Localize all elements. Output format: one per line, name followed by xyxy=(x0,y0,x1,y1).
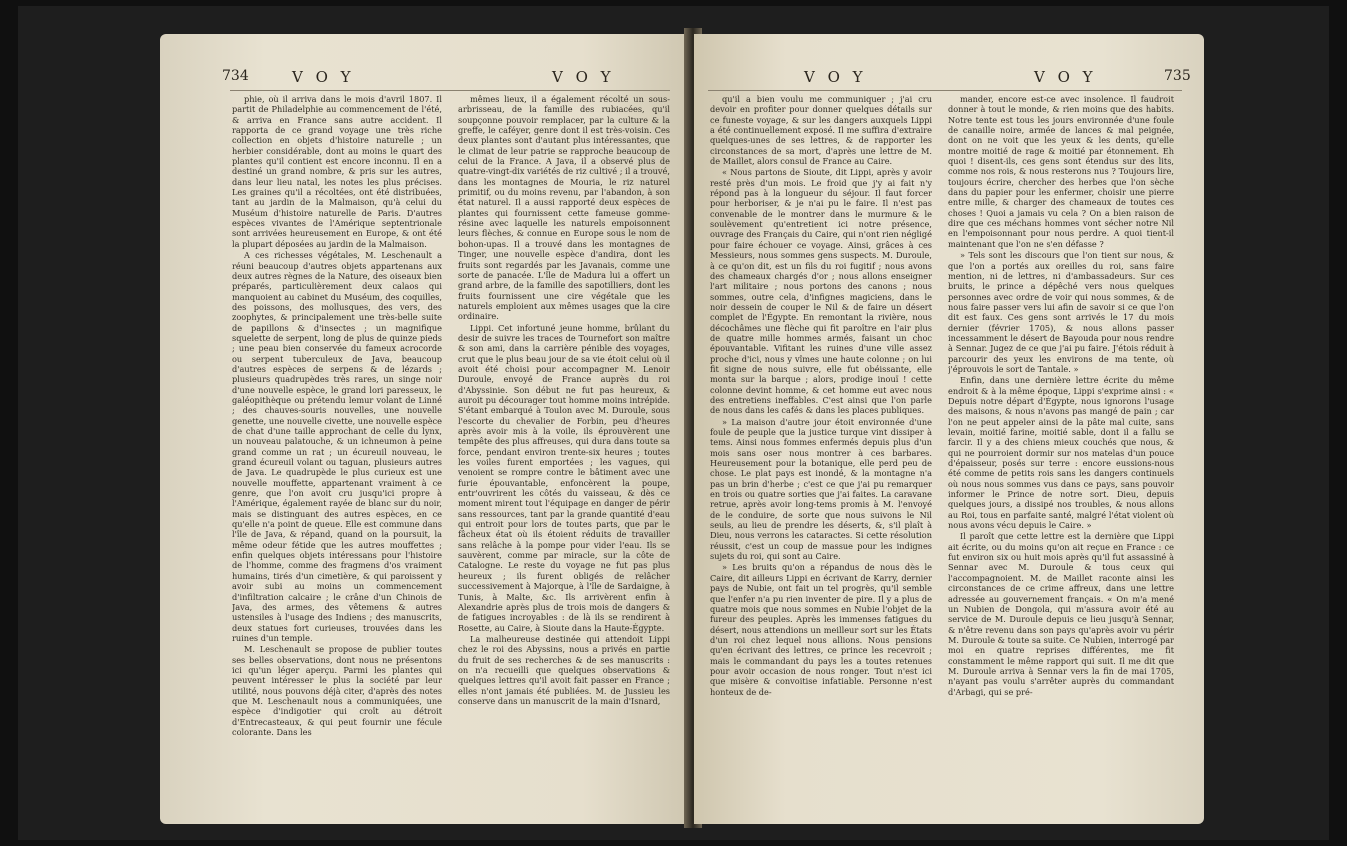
right-page xyxy=(694,34,1204,824)
right-page-number: 735 xyxy=(1164,68,1191,84)
right-column-1 xyxy=(710,94,932,809)
right-running-head-1: V O Y xyxy=(804,68,867,86)
paragraph: mander, encore est-ce avec insolence. Il faudroit donner à tout le monde, & rien moins que des habits. Notre tente est tous les jours environnée d'une foule de canaille noire, armée de lances & mal peignée, dont on ne voit que les yeux & les dents, qu'elle montre moitié de rage & moitié par étonnement. Eh quoi ! disent-ils, ces gens sont étendus sur des lits, comme nos rois, & nous resterons nus ? Toujours lire, toujours écrire, chercher des herbes que l'on sèche dans du papier pour les enfermer, choisir une pierre entre mille, & charger des chameaux de toutes ces choses ! Quoi a jamais vu cela ? On a bien raison de dire que ces méchans hommes vont sécher notre Nil en l'empoisonnant pour nous perdre. A quoi tient-il maintenant que l'on ne s'en défasse ? xyxy=(948,94,1174,249)
paragraph: Il paroît que cette lettre est la dernière que Lippi ait écrite, ou du moins qu'on ait reçue en France : ce fut environ six ou huit mois après qu'il fut assassiné à Sennar avec M. Duroule & tous ceux qui l'accompagnoient. M. de Maillet raconte ainsi les circonstances de ce crime affreux, dans une lettre adressée au gouvernement français. « On m'a mené un Nubien de Dongola, qui m'assura avoir été au service de M. Duroule depuis ce lieu jusqu'à Sennar, & n'être revenu dans son pays qu'après avoir vu périr M. Duroule & toute sa suite. Ce Nubien, interrogé par moi en quatre reprises différentes, me fit constamment le même rapport qui suit. Il me dit que M. Duroule arriva à Sennar vers la fin de mai 1705, n'ayant pas voulu s'arrêter auprès du commandant d'Arbagi, qui se pré- xyxy=(948,531,1174,697)
right-column-2 xyxy=(948,94,1174,809)
left-page xyxy=(160,34,688,824)
left-page-number: 734 xyxy=(222,68,249,84)
paragraph: « Nous partons de Sioute, dit Lippi, après y avoir resté près d'un mois. Le froid que j'y ai fait n'y répond pas à la longueur du séjour. Il faut forcer pour herboriser, & je n'ai pu le faire. Il n'est pas convenable de le montrer dans le murmure & le soulèvement qu'entretient ici notre présence, ouvrage des Français du Caire, qui n'ont rien négligé pour faire échouer ce voyage. Ainsi, grâces à ces Messieurs, nous sommes gens suspects. M. Duroule, à ce qu'on dit, est un fils du roi fugitif ; nous avons des chameaux chargés d'or ; nous allons enseigner l'art militaire ; nous portons des canons ; nous sommes, outre cela, d'infignes magiciens, dans le noir dessein de couper le Nil & de faire un désert complet de l'Égypte. En remontant la rivière, nous décochâmes une flèche qui fit paroître en l'air plus de quatre mille hommes armés, faisant un choc épouvantable. Vifitant les ruines d'une ville assez proche d'ici, nous y vîmes une haute colonne ; on lui fit signe de nous suivre, elle fut obéissante, elle monta sur la barque ; alors, prodige inouï ! cette colonne devint homme, & cet homme eut avec nous des entretiens ineffables. C'est ainsi que l'on parle de nous dans les cafés & dans les places publiques. xyxy=(710,167,932,416)
left-running-head-2: V O Y xyxy=(552,68,615,86)
paragraph: A ces richesses végétales, M. Leschenault a réuni beaucoup d'autres objets appartenans aux deux autres règnes de la Nature, des oiseaux bien préparés, particulièrement deux calaos qui manquoient au cabinet du Muséum, des coquilles, des poissons, des mollusques, des vers, des zoophytes, & principalement une très-belle suite de papillons & d'insectes ; un magnifique squelette de serpent, long de plus de quinze pieds ; une peau bien conservée du fameux acrocorde ou serpent tuberculeux de Java, beaucoup d'autres espèces de serpens & de lézards ; plusieurs quadrupèdes très rares, un singe noir d'une nouvelle espèce, le grand lori paresseux, le galéopithèque ou prétendu lemur volant de Linné ; des chauves-souris nouvelles, une nouvelle genette, une nouvelle civette, une nouvelle espèce de chat d'une taille approchant de celle du lynx, un nouveau palatouche, & un ichneumon à peine grand comme un rat ; un écureuil nouveau, le grand écureuil volant ou taguan, plusieurs autres de Java. Le quadrupède le plus curieux est une nouvelle mouffette, appartenant vraiment à ce genre, que l'on avoit cru jusqu'ici propre à l'Amérique, également rayée de blanc sur du noir, mais se distinguant des autres espèces, en ce qu'elle n'a point de queue. Elle est commune dans l'île de Java, & répand, quand on la poursuit, la même odeur fétide que les autres mouffettes ; enfin quelques objets intéressans pour l'histoire de l'homme, comme des fragmens d'os vraiment humains, tirés d'un cimetière, & qui paroissent y avoir subi au moins un commencement d'infiltration calcaire ; le crâne d'un Chinois de Java, des armes, des vêtemens & autres ustensiles à l'usage des Indiens ; des manuscrits, deux statues fort curieuses, trouvées dans les ruines d'un temple. xyxy=(232,250,442,643)
paragraph: La malheureuse destinée qui attendoit Lippi chez le roi des Abyssins, nous a privés en partie du fruit de ses recherches & de ses manuscrits : on n'a recueilli que quelques observations & quelques lettres qu'il avoit fait passer en France ; elles n'ont jamais été publiées. M. de Jussieu les conserve dans un manuscrit de la main d'Isnard, xyxy=(458,633,670,706)
paragraph: qu'il a bien voulu me communiquer ; j'ai cru devoir en profiter pour donner quelques détails sur ce funeste voyage, & sur les dangers auxquels Lippi a été continuellement exposé. Il me suffira d'extraire quelques-unes de ses lettres, & de rapporter les circonstances de sa mort, d'après une lettre de M. de Maillet, alors consul de France au Caire. xyxy=(710,94,932,167)
right-header-rule xyxy=(708,90,1182,91)
paragraph: mêmes lieux, il a également récolté un sous-arbrisseau, de la famille des rubiacées, qu'il soupçonne pouvoir remplacer, par la culture & la greffe, le caféyer, genre dont il est très-voisin. Ces deux plantes sont d'autant plus intéressantes, que le climat de leur patrie se rapproche beaucoup de celui de la France. A Java, il a observé plus de quatre-vingt-dix variétés de riz cultivé ; il a trouvé, dans les montagnes de Mouria, le riz naturel primitif, ou du moins revenu, par l'abandon, à son état naturel. Il a aussi rapporté deux espèces de plantes qui fournissent cette fameuse gomme-résine avec laquelle les naturels empoisonnent leurs flèches, & connue en Europe sous le nom de bohon-upas. Il a trouvé dans les montagnes de Tinger, une nouvelle espèce d'andira, dont les fruits sont regardés par les Javanais, comme une sorte de panacée. L'île de Madura lui a offert un grand arbre, de la famille des sapotilliers, dont les fruits fournissent une cire végétale que les naturels emploient aux mêmes usages que la cire ordinaire. xyxy=(458,94,670,322)
paragraph: M. Leschenault se propose de publier toutes ses belles observations, dont nous ne présentons ici qu'un léger aperçu. Parmi les plantes qui peuvent intéresser le plus la société par leur utilité, nous pouvons déjà citer, d'après des notes que M. Leschenault nous a communiquées, une espèce d'indigotier qui croît au détroit d'Entrecasteaux, & qui peut fournir une fécule colorante. Dans les xyxy=(232,644,442,737)
left-header-rule xyxy=(230,90,670,91)
paragraph: Enfin, dans une dernière lettre écrite du même endroit & à la même époque, Lippi s'exprime ainsi : « Depuis notre départ d'Égypte, nous ignorons l'usage des maisons, & nous n'avons pas mangé de pain ; car l'on ne peut appeler ainsi de la pâte mal cuite, sans levain, moitié farine, moitié sable, dont il a fallu se farcir. Il y a des chiens mieux couchés que nous, & qui ne pourroient dormir sur nos matelas d'un pouce d'épaisseur, posés sur terre : encore eussions-nous été comme de petits rois sans les dangers continuels où nous nous sommes vus dans ce pays, sans pouvoir informer le Prince de notre sort. Dieu, depuis quelques jours, a dissipé nos troubles, & nous allons au Roi, tous en parfaite santé, malgré l'état violent où nous avons vécu depuis le Caire. » xyxy=(948,375,1174,531)
left-running-head-1: V O Y xyxy=(292,68,355,86)
right-running-head-2: V O Y xyxy=(1034,68,1097,86)
paragraph: » Tels sont les discours que l'on tient sur nous, & que l'on a portés aux oreilles du roi, sans faire mention, ni de lettres, ni d'ambassadeurs. Sur ces bruits, le prince a dépêché vers nous quelques personnes avec ordre de voir qui nous sommes, & de nous faire passer vers lui afin de savoir si ce que l'on dit est faux. Ces gens sont arrivés le 17 du mois dernier (février 1705), & nous allons passer incessamment le désert de Bayouda pour nous rendre à Sennar. Jugez de ce que j'ai pu faire. J'étois réduit à parcourir des yeux les environs de ma tente, où j'éprouvois le sort de Tantale. » xyxy=(948,250,1174,374)
left-column-1 xyxy=(232,94,442,809)
paragraph: » Les bruits qu'on a répandus de nous dès le Caire, dit ailleurs Lippi en écrivant de Karry, dernier pays de Nubie, ont fait un tel progrès, qu'il semble que l'enfer n'a pu rien inventer de pire. Il y a plus de quatre mois que nous sommes en Nubie l'objet de la fureur des peuples. Après les immenses fatigues du désert, nous attendions un meilleur sort sur les États d'un roi chez lequel nous allions. Nous pensions qu'en écrivant des lettres, ce prince les recevroit ; mais le commandant du pays les a toutes retenues pour avoir occasion de nous ronger. Tout n'est ici que misère & convoitise infatiable. Personne n'est honteux de de- xyxy=(710,562,932,697)
paragraph: » La maison d'autre jour étoit environnée d'une foule de peuple que la justice turque vint dissiper à tems. Ainsi nous fommes enfermés depuis plus d'un mois sans oser nous montrer à ces barbares. Heureusement pour la botanique, elle perd peu de chose. Le plat pays est inondé, & la montagne n'a pas un brin d'herbe ; c'est ce que j'ai pu remarquer en trois ou quatre sorties que j'ai faites. La caravane retrue, après avoir long-tems promis à M. l'envoyé de le conduire, de sorte que nous suivons le Nil seuls, au lieu de prendre les déserts, &, s'il plaît à Dieu, nous verrons les cataractes. Si cette résolution réussit, c'est un coup de massue pour les indignes sujets du roi, qui sont au Caire. xyxy=(710,416,932,562)
left-column-2 xyxy=(458,94,670,809)
paragraph: phie, où il arriva dans le mois d'avril 1807. Il partit de Philadelphie au commencement de l'été, & arriva en France sans autre accident. Il rapporta de ce grand voyage une très riche collection en objets d'histoire naturelle ; un herbier considérable, dont au moins le quart des plantes qu'il contient est encore inconnu. Il en a destiné un grand nombre, & pris sur les autres, dans leur lieu natal, les notes les plus précises. Les graines qu'il a récoltées, ont été distribuées, tant au jardin de la Malmaison, qu'à celui du Muséum d'histoire naturelle de Paris. D'autres espèces vivantes de l'Amérique septentrionale sont arrivées heureusement en Europe, & ont été la plupart déposées au jardin de la Malmaison. xyxy=(232,94,442,249)
paragraph: Lippi. Cet infortuné jeune homme, brûlant du desir de suivre les traces de Tournefort son maître & son ami, dans la carrière pénible des voyages, crut que le plus beau jour de sa vie étoit celui où il avoit été choisi pour accompagner M. Lenoir Duroule, envoyé de France auprès du roi d'Abyssinie. Son début ne fut pas heureux, & auroit pu décourager tout homme moins intrépide. S'étant embarqué à Toulon avec M. Duroule, sous l'escorte du chevalier de Forbin, peu d'heures après avoir mis à la voile, ils éprouvèrent une tempête des plus affreuses, qui dura dans toute sa force, pendant environ trente-six heures ; toutes les voiles furent emportées ; les vagues, qui venoient se rompre contre le bâtiment avec une furie épouvantable, enfoncèrent la poupe, entr'ouvrirent les côtés du vaisseau, & dès ce moment mirent tout l'équipage en danger de périr sans ressources, tant par la grande quantité d'eau qui entroit pour lors de toutes parts, que par le fâcheux état où ils étoient réduits de travailler sans relâche à la pompe pour vider l'eau. Ils se sauvèrent, comme par miracle, sur la côte de Catalogne. Le reste du voyage ne fut pas plus heureux ; ils furent obligés de relâcher successivement à Majorque, à l'île de Sardaigne, à Tunis, à Malte, &c. Ils arrivèrent enfin à Alexandrie après plus de trois mois de dangers & de fatigues incroyables : de là ils se rendirent à Rosette, au Caire, à Sioute dans la Haute-Égypte. xyxy=(458,322,670,633)
